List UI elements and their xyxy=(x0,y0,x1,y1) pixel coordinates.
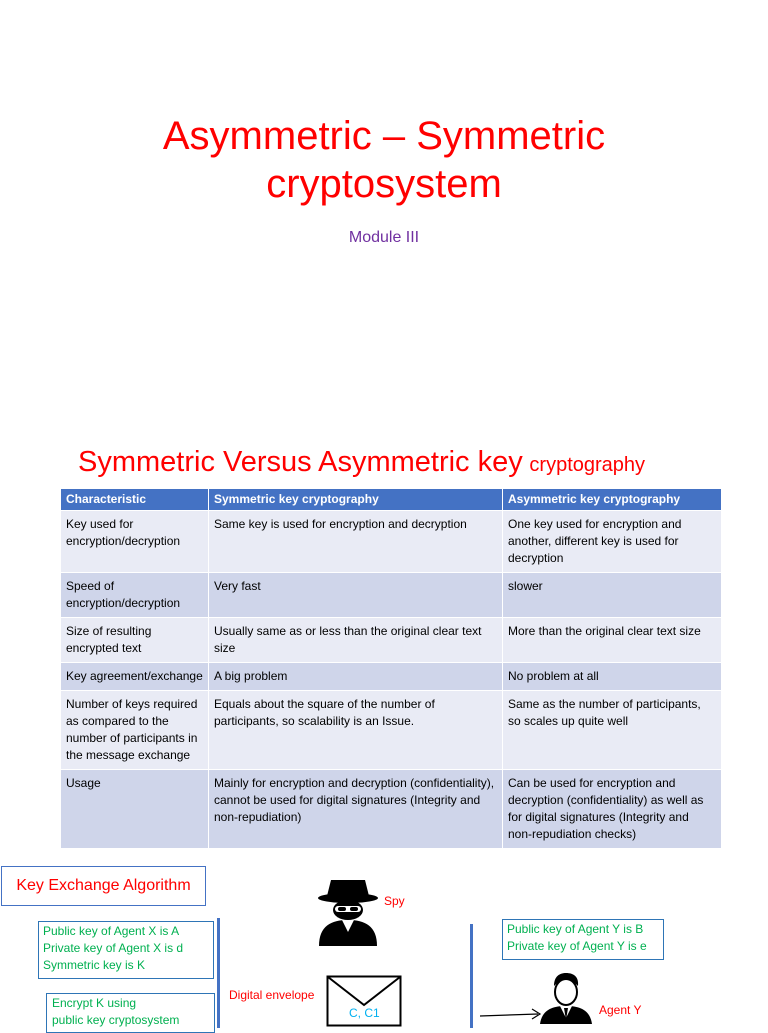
slide1-subtitle: Module III xyxy=(348,229,420,246)
table-cell: Size of resulting encrypted text xyxy=(61,618,209,663)
agent-y-divider xyxy=(470,924,473,1028)
table-row xyxy=(61,573,722,618)
key-exchange-title: Key Exchange Algorithm xyxy=(1,866,206,906)
table-cell: Can be used for encryption and decryption (confidentiality) as well as for digital signatures (Integrity and non-repudiation checks) xyxy=(503,770,722,849)
table-row xyxy=(61,663,722,691)
agent-y-label: Agent Y xyxy=(599,1003,642,1017)
table-row xyxy=(61,691,722,770)
table-cell: A big problem xyxy=(209,663,503,691)
table-cell: Usage xyxy=(61,770,209,849)
table-header-cell: Symmetric key cryptography xyxy=(209,489,503,511)
encrypt-line2: public key cryptosystem xyxy=(52,1013,180,1027)
table-header-cell: Characteristic xyxy=(61,489,209,511)
table-cell: Equals about the square of the number of participants, so scalability is an Issue. xyxy=(209,691,503,770)
table-header-row xyxy=(61,489,722,511)
agent-x-private-key: Private key of Agent X is d xyxy=(43,941,184,955)
table-cell: Same as the number of participants, so scales up quite well xyxy=(503,691,722,770)
table-cell: Same key is used for encryption and decryption xyxy=(209,511,503,573)
table-cell: Very fast xyxy=(209,573,503,618)
envelope-label: Digital envelope xyxy=(229,988,315,1002)
slide2-title-main: Symmetric Versus Asymmetric key xyxy=(78,446,523,478)
spy-label: Spy xyxy=(384,894,405,908)
table-cell: Key used for encryption/decryption xyxy=(61,511,209,573)
comparison-table xyxy=(60,488,722,849)
table-row xyxy=(61,618,722,663)
table-row xyxy=(61,511,722,573)
table-cell: Speed of encryption/decryption xyxy=(61,573,209,618)
agent-y-keys-box xyxy=(502,919,664,960)
table-cell: Key agreement/exchange xyxy=(61,663,209,691)
table-cell: No problem at all xyxy=(503,663,722,691)
agent-x-symmetric-key: Symmetric key is K xyxy=(43,958,146,972)
table-cell: More than the original clear text size xyxy=(503,618,722,663)
slide2-title xyxy=(78,446,645,479)
agent-x-public-key: Public key of Agent X is A xyxy=(43,924,180,938)
slide1-title-line1: Asymmetric – Symmetric xyxy=(162,114,606,158)
slide2-title-tail: cryptography xyxy=(529,454,646,476)
table-cell: One key used for encryption and another, different key is used for decryption xyxy=(503,511,722,573)
table-row xyxy=(61,770,722,849)
table-cell: slower xyxy=(503,573,722,618)
agent-y-private-key: Private key of Agent Y is e xyxy=(507,939,647,953)
table-cell: Usually same as or less than the original clear text size xyxy=(209,618,503,663)
encrypt-line1: Encrypt K using xyxy=(52,996,137,1010)
agent-y-icon xyxy=(538,972,594,1024)
spy-icon xyxy=(313,874,383,946)
table-cell: Number of keys required as compared to the number of participants in the message exchange xyxy=(61,691,209,770)
envelope-content-text: C, C1 xyxy=(349,1006,380,1020)
encrypt-box xyxy=(46,993,215,1033)
agent-y-public-key: Public key of Agent Y is B xyxy=(507,922,644,936)
slide1-title xyxy=(0,112,768,208)
agent-x-keys-box xyxy=(38,921,214,979)
table-header-cell: Asymmetric key cryptography xyxy=(503,489,722,511)
slide1-title-line2: cryptosystem xyxy=(266,162,502,206)
agent-x-divider xyxy=(217,918,220,1028)
table-cell: Mainly for encryption and decryption (confidentiality), cannot be used for digital signatures (Integrity and non-repudiation) xyxy=(209,770,503,849)
